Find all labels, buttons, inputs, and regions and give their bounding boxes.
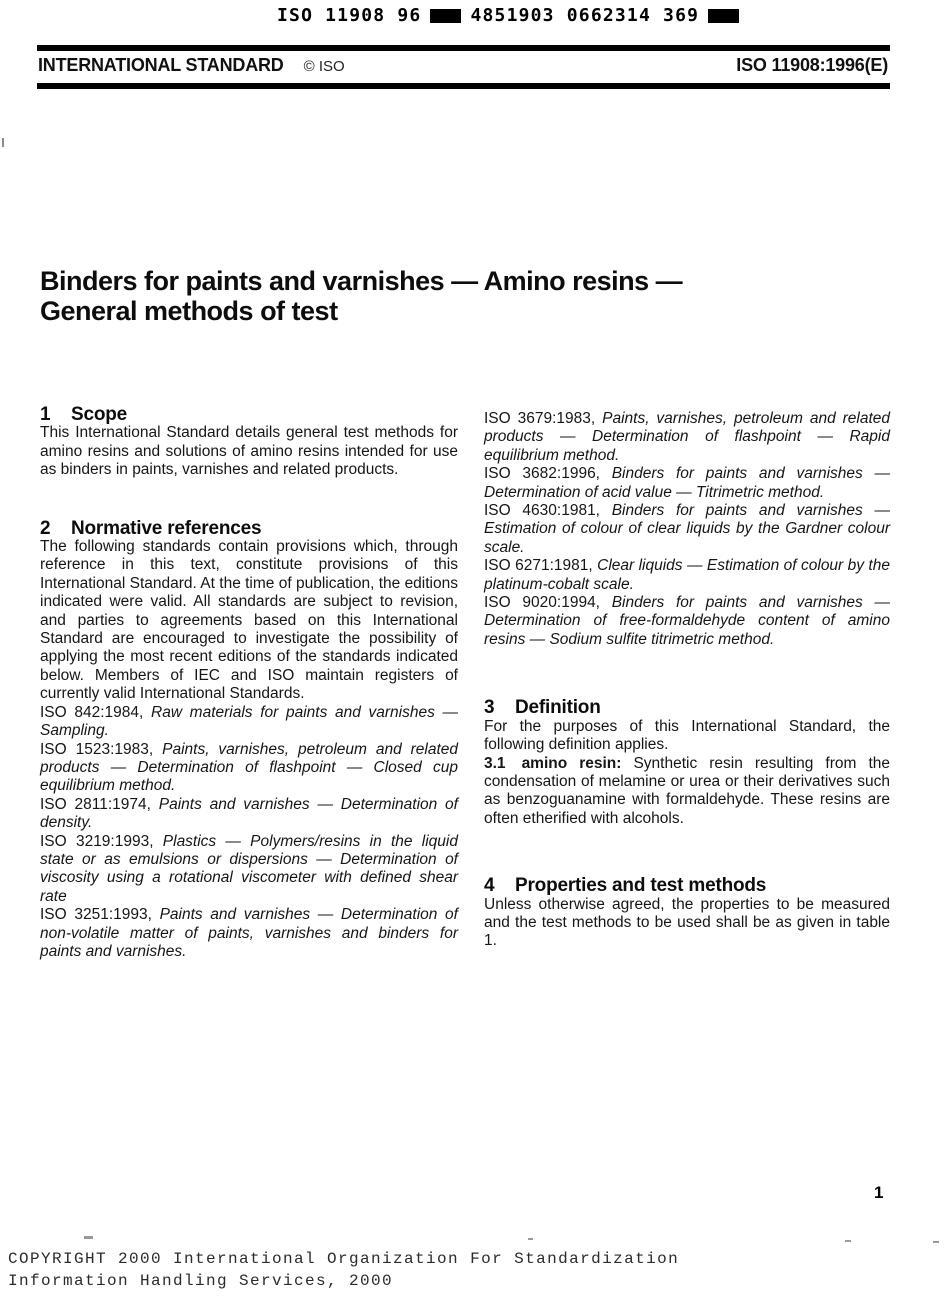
reference-code: ISO 1523:1983, [40, 740, 154, 758]
reference-code: ISO 4630:1981, [484, 502, 600, 520]
section-number: 4 [484, 875, 495, 897]
ocr-code-left: ISO 11908 96 [277, 5, 422, 26]
reference-code: ISO 3219:1993, [40, 832, 154, 850]
reference-title: Paints and varnishes — Determination of density. [40, 795, 458, 832]
reference-item [40, 796, 458, 833]
reference-item [40, 704, 458, 741]
ocr-code-line [277, 5, 739, 26]
properties-heading [484, 877, 890, 895]
scan-artifact [933, 1241, 939, 1243]
definition-heading [484, 699, 890, 717]
copyright-notice [8, 1248, 679, 1292]
definition-intro-paragraph: For the purposes of this International Standard, the following definition applies. [484, 717, 890, 754]
section-title: Scope [71, 404, 128, 425]
section-number: 1 [40, 404, 51, 425]
normative-references-paragraph: The following standards contain provisions which, through reference in this text, constitute provisions of this International Standard. At the time of publication, the editions indicated were valid. All standards are subject to revision, and parties to agreements based on this International Standard are encouraged to investigate the possibility of applying the most recent editions of the standards indicated below. Members of IEC and ISO maintain registers of currently valid International Standards. [40, 538, 458, 703]
left-column [40, 400, 458, 961]
standard-type-label: INTERNATIONAL STANDARD [38, 55, 284, 75]
copyright-line1: COPYRIGHT 2000 International Organization For Standardization [8, 1250, 680, 1268]
definition-term-paragraph [484, 755, 890, 829]
reference-code: ISO 6271:1981, [484, 557, 593, 575]
reference-item [484, 410, 890, 465]
document-number: ISO 11908:1996(E) [736, 55, 888, 75]
reference-title: Raw materials for paints and varnishes — Sampling. [40, 703, 459, 740]
document-title [40, 266, 860, 326]
reference-item [484, 465, 890, 502]
term-text: Synthetic resin resulting from the condensation of melamine or urea or their derivatives such as benzoguanamine with formaldehyde. These resins are often etherified with alcohols. [484, 754, 890, 827]
scan-artifact [84, 1236, 93, 1239]
reference-item [40, 741, 458, 796]
document-title-line1: Binders for paints and varnishes — Amino resins — [40, 266, 683, 296]
reference-code: ISO 3682:1996, [484, 465, 600, 483]
section-title: Properties and test methods [515, 875, 767, 897]
reference-item [484, 594, 890, 649]
reference-title: Binders for paints and varnishes — Determination of acid value — Titrimetric method. [484, 465, 890, 501]
reference-title: Paints and varnishes — Determination of non-volatile matter of paints, varnishes and binders for paints and varnishes. [40, 906, 458, 960]
masthead-top-rule [37, 45, 890, 51]
reference-code: ISO 9020:1994, [484, 594, 600, 612]
copyright-line2: Information Handling Services, 2000 [8, 1272, 394, 1290]
reference-item [40, 906, 458, 961]
scan-artifact [528, 1238, 533, 1240]
reference-code: ISO 2811:1974, [40, 795, 151, 813]
term-number: 3.1 [484, 754, 506, 772]
reference-title: Paints, varnishes, petroleum and related products — Determination of flashpoint — Rapid equilibrium method. [484, 410, 890, 464]
properties-paragraph: Unless otherwise agreed, the properties to be measured and the test methods to be used shall be as given in table 1. [484, 895, 890, 950]
reference-title: Binders for paints and varnishes — Estimation of colour of clear liquids by the Gardner colour scale. [484, 502, 890, 556]
section-number: 3 [484, 697, 495, 719]
barcode-block-icon [708, 9, 739, 23]
ocr-code-right: 4851903 0662314 369 [470, 5, 700, 26]
normative-references-heading [40, 517, 458, 539]
scan-artifact [2, 138, 4, 147]
masthead [38, 55, 888, 76]
page-number: 1 [874, 1183, 884, 1202]
section-number: 2 [40, 517, 51, 539]
term-label: amino resin: [521, 754, 622, 772]
iso-copyright-mark: © ISO [303, 58, 345, 75]
reference-item [484, 557, 890, 594]
reference-title: Paints, varnishes, petroleum and related products — Determination of flashpoint — Closed cup equilibrium method. [40, 740, 458, 795]
right-column [484, 400, 890, 951]
masthead-bottom-rule [37, 83, 890, 89]
reference-item [40, 833, 458, 907]
scope-heading [40, 406, 458, 424]
scope-paragraph: This International Standard details general test methods for amino resins and solutions of amino resins intended for use as binders in paints, varnishes and related products. [40, 424, 458, 479]
reference-code: ISO 3251:1993, [40, 906, 152, 924]
barcode-block-icon [430, 9, 461, 23]
reference-code: ISO 3679:1983, [484, 410, 596, 427]
document-title-line2: General methods of test [40, 296, 338, 326]
reference-code: ISO 842:1984, [40, 703, 144, 721]
section-title: Definition [515, 697, 601, 719]
section-title: Normative references [71, 517, 262, 539]
reference-title: Clear liquids — Estimation of colour by the platinum-cobalt scale. [484, 557, 890, 593]
scan-artifact [845, 1240, 851, 1242]
reference-item [484, 502, 890, 557]
reference-title: Binders for paints and varnishes — Determination of free-formaldehyde content of amino resins — Sodium sulfite titrimetric method. [484, 594, 890, 648]
reference-title: Plastics — Polymers/resins in the liquid state or as emulsions or dispersions — Determination of viscosity using a rotational viscometer with defined shear rate [40, 832, 458, 905]
